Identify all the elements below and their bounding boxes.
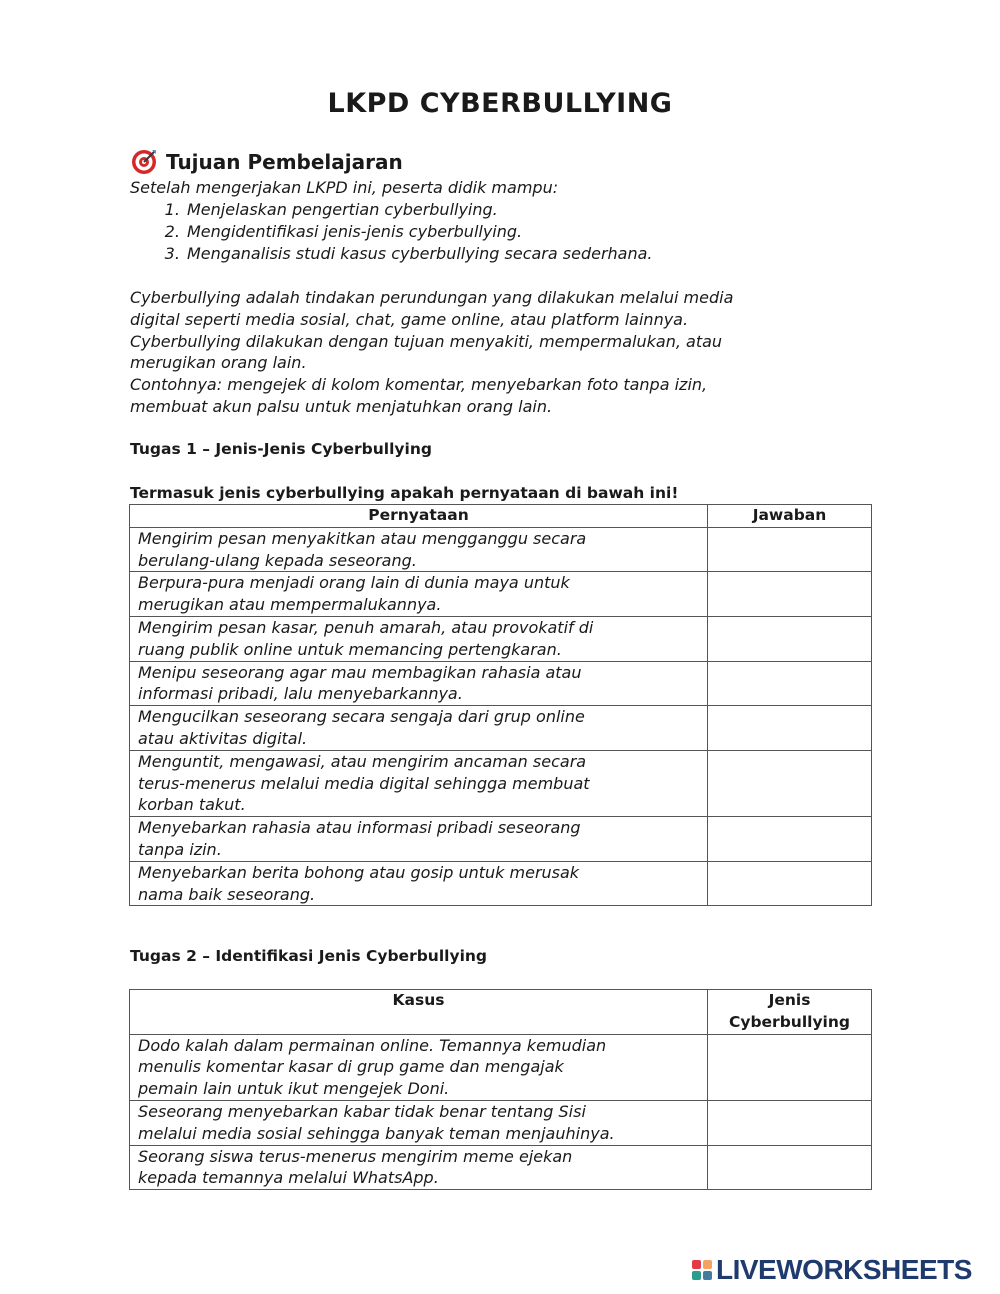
objective-item: 2. Mengidentifikasi jenis-jenis cyberbullying. [185,221,653,243]
answer-cell[interactable] [708,527,872,572]
definition-line: digital seperti media sosial, chat, game online, atau platform lainnya. [130,309,689,329]
cell-line: pemain lain untuk ikut mengejek Doni. [138,1079,450,1099]
table-row [130,1145,872,1190]
statement-cell [130,861,708,906]
cell-line: terus-menerus melalui media digital sehingga membuat [138,773,590,793]
answer-cell[interactable] [708,661,872,706]
task2-title: Tugas 2 – Identifikasi Jenis Cyberbullying [130,947,488,965]
answer-cell[interactable] [708,861,872,906]
cell-line: ruang publik online untuk memancing pertengkaran. [138,639,562,659]
task2-table [129,989,872,1190]
objective-item: 1. Menjelaskan pengertian cyberbullying. [185,199,653,221]
table-row [130,861,872,906]
definition-line: membuat akun palsu untuk menjatuhkan orang lain. [130,396,553,416]
answer-cell[interactable] [708,1034,872,1100]
table-row [130,1100,872,1145]
logo-square [703,1260,712,1269]
logo-mark-icon [692,1260,712,1280]
table-header-row [130,505,872,528]
statement-cell [130,527,708,572]
definition-line: Cyberbullying dilakukan dengan tujuan menyakiti, mempermalukan, atau [130,331,723,351]
logo-text: LIVEWORKSHEETS [716,1254,972,1285]
cell-line: nama baik seseorang. [138,884,316,904]
table-row [130,750,872,816]
cell-line: Berpura-pura menjadi orang lain di dunia maya untuk [138,573,570,593]
answer-cell[interactable] [708,572,872,617]
cell-line: Dodo kalah dalam permainan online. Temannya kemudian [138,1035,607,1055]
answer-cell[interactable] [708,1145,872,1190]
cell-line: kepada temannya melalui WhatsApp. [138,1168,439,1188]
objectives-intro: Setelah mengerjakan LKPD ini, peserta didik mampu: [130,178,559,197]
header-line: Jenis [768,991,811,1009]
statement-cell [130,661,708,706]
cell-line: menulis komentar kasar di grup game dan mengajak [138,1057,564,1077]
table-row [130,706,872,751]
task1-instruction: Termasuk jenis cyberbullying apakah pernyataan di bawah ini! [130,484,679,502]
logo-square [692,1271,701,1280]
cell-line: Mengucilkan seseorang secara sengaja dari grup online [138,707,585,727]
definition-paragraph [130,287,850,418]
statement-cell [130,750,708,816]
answer-cell[interactable] [708,706,872,751]
case-cell [130,1100,708,1145]
header-kasus: Kasus [130,990,708,1035]
statement-cell [130,706,708,751]
page-title: LKPD CYBERBULLYING [327,88,673,119]
objectives-heading-text: Tujuan Pembelajaran [166,150,403,174]
statement-cell [130,572,708,617]
logo-square [692,1260,701,1269]
cell-line: atau aktivitas digital. [138,728,308,748]
case-cell [130,1034,708,1100]
cell-line: Seorang siswa terus-menerus mengirim meme ejekan [138,1146,573,1166]
table-row [130,616,872,661]
table-header-row [130,990,872,1035]
definition-line: Cyberbullying adalah tindakan perundungan yang dilakukan melalui media [130,288,734,307]
answer-cell[interactable] [708,1100,872,1145]
table-row [130,817,872,862]
header-line: Cyberbullying [728,1012,851,1031]
table-row [130,661,872,706]
liveworksheets-logo [692,1254,972,1286]
cell-line: korban takut. [138,795,246,815]
cell-line: Menyebarkan berita bohong atau gosip untuk merusak [138,862,580,882]
statement-cell [130,616,708,661]
cell-line: Menguntit, mengawasi, atau mengirim ancaman secara [138,751,587,771]
objectives-heading [130,148,403,176]
answer-cell[interactable] [708,616,872,661]
answer-cell[interactable] [708,817,872,862]
header-pernyataan: Pernyataan [130,505,708,528]
cell-line: berulang-ulang kepada seseorang. [138,550,417,570]
cell-line: Seseorang menyebarkan kabar tidak benar tentang Sisi [138,1101,586,1121]
statement-cell [130,817,708,862]
cell-line: informasi pribadi, lalu menyebarkannya. [138,684,463,704]
header-jawaban: Jawaban [708,505,872,528]
definition-line: merugikan orang lain. [130,353,307,373]
objectives-list [130,199,653,264]
cell-line: Mengirim pesan menyakitkan atau mengganggu secara [138,528,587,548]
cell-line: Menipu seseorang agar mau membagikan rahasia atau [138,662,582,682]
cell-line: Menyebarkan rahasia atau informasi pribadi seseorang [138,818,581,838]
header-jenis-cyberbullying [708,990,872,1035]
cell-line: Mengirim pesan kasar, penuh amarah, atau provokatif di [138,617,594,637]
objective-item: 3. Menganalisis studi kasus cyberbullying secara sederhana. [185,243,653,265]
task1-title: Tugas 1 – Jenis-Jenis Cyberbullying [130,440,432,458]
cell-line: merugikan atau mempermalukannya. [138,595,442,615]
logo-square [703,1271,712,1280]
task1-table [129,504,872,906]
definition-line: Contohnya: mengejek di kolom komentar, menyebarkan foto tanpa izin, [130,375,708,395]
table-row [130,527,872,572]
table-row [130,572,872,617]
answer-cell[interactable] [708,750,872,816]
case-cell [130,1145,708,1190]
cell-line: tanpa izin. [138,839,222,859]
table-row [130,1034,872,1100]
target-icon [130,148,158,176]
cell-line: melalui media sosial sehingga banyak teman menjauhinya. [138,1123,615,1143]
